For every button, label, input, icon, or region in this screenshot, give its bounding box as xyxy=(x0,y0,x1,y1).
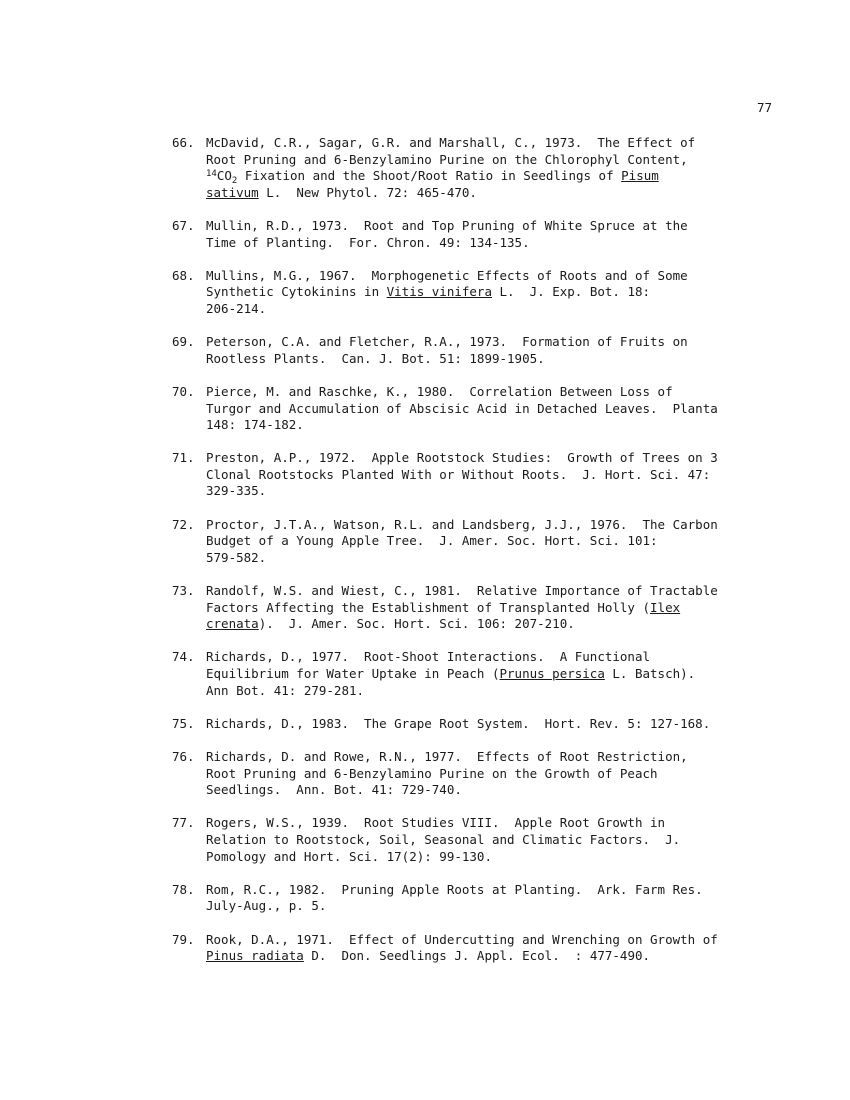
page-number: 77 xyxy=(757,100,773,115)
reference-line xyxy=(206,168,812,185)
reference-text xyxy=(206,815,812,865)
reference-line xyxy=(206,517,812,534)
reference-number: 74. xyxy=(172,649,195,665)
reference-number: 76. xyxy=(172,748,195,764)
reference-segment: Preston, A.P., 1972. Apple Rootstock Studies: Growth of Trees on 3 xyxy=(206,450,718,466)
reference-segment: Seedlings. Ann. Bot. 41: 729-740. xyxy=(206,782,462,798)
underlined-species-name: Pinus radiata xyxy=(206,948,304,964)
reference-segment: Rootless Plants. Can. J. Bot. 51: 1899-1905. xyxy=(206,350,545,366)
reference-number: 69. xyxy=(172,334,195,350)
reference-line xyxy=(206,600,812,617)
reference-line xyxy=(206,948,812,965)
reference-line xyxy=(206,334,812,351)
underlined-species-name: crenata xyxy=(206,616,259,632)
subscript-text: 2 xyxy=(231,176,238,187)
reference-line xyxy=(206,882,812,899)
reference-segment: Mullins, M.G., 1967. Morphogenetic Effects of Roots and of Some xyxy=(206,267,688,283)
reference-segment: Randolf, W.S. and Wiest, C., 1981. Relative Importance of Tractable xyxy=(206,583,718,599)
reference-segment: Time of Planting. For. Chron. 49: 134-135. xyxy=(206,234,530,250)
reference-segment: Factors Affecting the Establishment of Transplanted Holly ( xyxy=(206,599,651,615)
reference-item xyxy=(172,334,812,367)
reference-number: 67. xyxy=(172,217,195,233)
reference-line xyxy=(206,417,812,434)
reference-item xyxy=(172,218,812,251)
underlined-species-name: Vitis vinifera xyxy=(386,284,492,300)
reference-segment: Peterson, C.A. and Fletcher, R.A., 1973. Formation of Fruits on xyxy=(206,334,688,350)
reference-segment: Turgor and Accumulation of Abscisic Acid in Detached Leaves. Planta xyxy=(206,400,718,416)
reference-item xyxy=(172,517,812,567)
reference-segment: Rogers, W.S., 1939. Root Studies VIII. Apple Root Growth in xyxy=(206,815,666,831)
reference-line xyxy=(206,218,812,235)
reference-number: 71. xyxy=(172,450,195,466)
reference-number: 73. xyxy=(172,583,195,599)
reference-segment: Pierce, M. and Raschke, K., 1980. Correlation Between Loss of xyxy=(206,383,673,399)
reference-line xyxy=(206,185,812,202)
reference-line xyxy=(206,301,812,318)
reference-segment: Synthetic Cytokinins in xyxy=(206,284,387,300)
reference-line xyxy=(206,832,812,849)
reference-line xyxy=(206,932,812,949)
reference-segment: Relation to Rootstock, Soil, Seasonal and Climatic Factors. J. xyxy=(206,831,681,847)
reference-list xyxy=(172,135,812,981)
reference-number: 66. xyxy=(172,135,195,150)
reference-text xyxy=(206,749,812,799)
reference-line xyxy=(206,135,812,152)
reference-number: 79. xyxy=(172,931,195,947)
reference-item xyxy=(172,649,812,699)
reference-line xyxy=(206,450,812,467)
reference-line xyxy=(206,284,812,301)
reference-segment: L. Batsch). xyxy=(604,666,696,681)
underlined-species-name: Prunus persica xyxy=(499,666,605,681)
reference-number: 70. xyxy=(172,383,195,399)
reference-line xyxy=(206,268,812,285)
reference-text xyxy=(206,583,812,633)
reference-segment: Root Pruning and 6-Benzylamino Purine on the Chlorophyl Content, xyxy=(206,151,688,167)
reference-segment: L. New Phytol. 72: 465-470. xyxy=(258,184,477,200)
reference-number: 77. xyxy=(172,815,195,831)
reference-segment: 148: 174-182. xyxy=(206,417,304,433)
reference-line xyxy=(206,649,812,666)
reference-segment: Pomology and Hort. Sci. 17(2): 99-130. xyxy=(206,848,492,864)
reference-segment: Root Pruning and 6-Benzylamino Purine on the Growth of Peach xyxy=(206,765,658,781)
reference-line xyxy=(206,384,812,401)
reference-segment: Equilibrium for Water Uptake in Peach ( xyxy=(206,666,500,681)
reference-text xyxy=(206,334,812,367)
reference-line xyxy=(206,766,812,783)
reference-number: 72. xyxy=(172,516,195,532)
reference-segment: ). J. Amer. Soc. Hort. Sci. 106: 207-210. xyxy=(258,616,575,632)
reference-segment: L. J. Exp. Bot. 18: xyxy=(491,284,651,300)
reference-line xyxy=(206,235,812,252)
reference-line xyxy=(206,666,812,683)
reference-segment: Richards, D., 1977. Root-Shoot Interactions. A Functional xyxy=(206,649,651,665)
reference-item xyxy=(172,932,812,965)
underlined-species-name: Ilex xyxy=(650,599,681,615)
reference-segment: Fixation and the Shoot/Root Ratio in Seedlings of xyxy=(237,168,622,184)
reference-line xyxy=(206,483,812,500)
reference-line xyxy=(206,849,812,866)
reference-segment: Richards, D., 1983. The Grape Root System. Hort. Rev. 5: 127-168. xyxy=(206,715,711,731)
reference-segment: July-Aug., p. 5. xyxy=(206,898,327,914)
reference-segment: Richards, D. and Rowe, R.N., 1977. Effects of Root Restriction, xyxy=(206,748,688,764)
reference-segment: Rom, R.C., 1982. Pruning Apple Roots at Planting. Ark. Farm Res. xyxy=(206,881,703,897)
reference-segment: Ann Bot. 41: 279-281. xyxy=(206,682,365,698)
reference-text xyxy=(206,882,812,915)
reference-item xyxy=(172,749,812,799)
reference-line xyxy=(206,351,812,368)
reference-text xyxy=(206,384,812,434)
reference-segment: D. Don. Seedlings J. Appl. Ecol. : 477-490. xyxy=(303,948,651,964)
underlined-species-name: Pisum xyxy=(621,168,659,184)
reference-segment: Mullin, R.D., 1973. Root and Top Pruning of White Spruce at the xyxy=(206,217,688,233)
reference-line xyxy=(206,467,812,484)
reference-segment: CO xyxy=(216,168,232,184)
reference-text xyxy=(206,932,812,965)
reference-line xyxy=(206,749,812,766)
reference-line xyxy=(206,401,812,418)
reference-line xyxy=(206,550,812,567)
reference-line xyxy=(206,898,812,915)
underlined-species-name: sativum xyxy=(206,184,259,200)
reference-text xyxy=(206,649,812,699)
reference-number: 75. xyxy=(172,715,195,731)
reference-text xyxy=(206,135,812,201)
reference-number: 68. xyxy=(172,267,195,283)
reference-line xyxy=(206,152,812,169)
reference-segment: Clonal Rootstocks Planted With or Without Roots. J. Hort. Sci. 47: xyxy=(206,466,711,482)
reference-segment: 206-214. xyxy=(206,300,267,316)
reference-segment: McDavid, C.R., Sagar, G.R. and Marshall, C., 1973. The Effect of xyxy=(206,135,696,150)
reference-item xyxy=(172,135,812,201)
reference-line xyxy=(206,716,812,733)
reference-text xyxy=(206,517,812,567)
reference-item xyxy=(172,450,812,500)
reference-number: 78. xyxy=(172,881,195,897)
reference-text xyxy=(206,716,812,733)
reference-text xyxy=(206,268,812,318)
reference-line xyxy=(206,533,812,550)
reference-line xyxy=(206,815,812,832)
reference-segment: 579-582. xyxy=(206,549,267,565)
reference-item xyxy=(172,268,812,318)
reference-segment: Rook, D.A., 1971. Effect of Undercutting and Wrenching on Growth of xyxy=(206,931,718,947)
reference-text xyxy=(206,450,812,500)
reference-text xyxy=(206,218,812,251)
reference-line xyxy=(206,616,812,633)
reference-item xyxy=(172,882,812,915)
reference-item xyxy=(172,384,812,434)
reference-item xyxy=(172,716,812,733)
reference-item xyxy=(172,815,812,865)
superscript-text: 14 xyxy=(206,169,217,180)
reference-line xyxy=(206,782,812,799)
reference-item xyxy=(172,583,812,633)
reference-segment: Proctor, J.T.A., Watson, R.L. and Landsberg, J.J., 1976. The Carbon xyxy=(206,516,718,532)
reference-segment: Budget of a Young Apple Tree. J. Amer. Soc. Hort. Sci. 101: xyxy=(206,533,658,549)
reference-line xyxy=(206,583,812,600)
reference-segment: 329-335. xyxy=(206,483,267,499)
reference-line xyxy=(206,683,812,700)
